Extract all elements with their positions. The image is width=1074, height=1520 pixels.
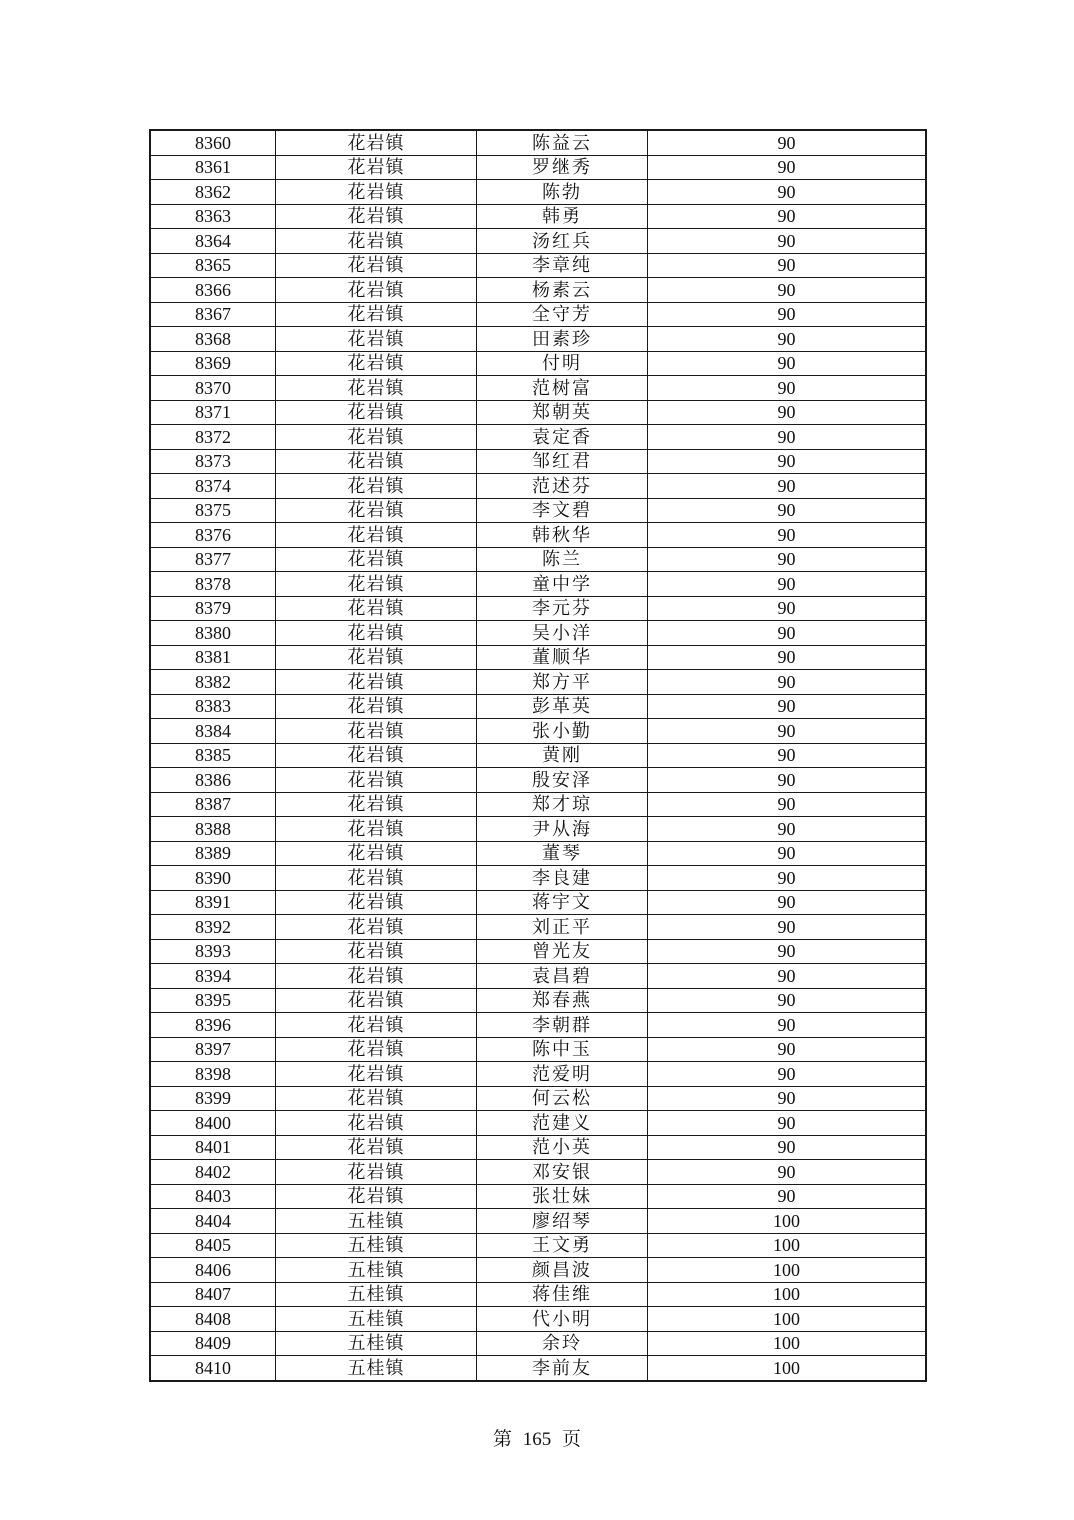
town-cell: 花岩镇 xyxy=(276,498,477,523)
row-number-cell: 8402 xyxy=(150,1160,276,1185)
amount-cell: 90 xyxy=(648,645,927,670)
table-row xyxy=(150,1282,926,1307)
table-row xyxy=(150,204,926,229)
amount-cell: 90 xyxy=(648,253,927,278)
person-name-cell: 袁昌碧 xyxy=(477,964,648,989)
row-number-cell: 8394 xyxy=(150,964,276,989)
row-number-cell: 8403 xyxy=(150,1184,276,1209)
amount-cell: 90 xyxy=(648,302,927,327)
row-number-cell: 8390 xyxy=(150,866,276,891)
table-row xyxy=(150,621,926,646)
row-number-cell: 8392 xyxy=(150,915,276,940)
person-name-cell: 曾光友 xyxy=(477,939,648,964)
person-name-cell: 董琴 xyxy=(477,841,648,866)
town-cell: 花岩镇 xyxy=(276,278,477,303)
amount-cell: 90 xyxy=(648,1062,927,1087)
row-number-cell: 8393 xyxy=(150,939,276,964)
amount-cell: 90 xyxy=(648,351,927,376)
table-row xyxy=(150,866,926,891)
person-name-cell: 刘正平 xyxy=(477,915,648,940)
town-cell: 花岩镇 xyxy=(276,229,477,254)
town-cell: 花岩镇 xyxy=(276,694,477,719)
person-name-cell: 蒋佳维 xyxy=(477,1282,648,1307)
row-number-cell: 8397 xyxy=(150,1037,276,1062)
row-number-cell: 8398 xyxy=(150,1062,276,1087)
table-row xyxy=(150,596,926,621)
amount-cell: 90 xyxy=(648,841,927,866)
table-row xyxy=(150,425,926,450)
person-name-cell: 李元芬 xyxy=(477,596,648,621)
amount-cell: 90 xyxy=(648,572,927,597)
table-row xyxy=(150,939,926,964)
person-name-cell: 殷安泽 xyxy=(477,768,648,793)
table-row xyxy=(150,1086,926,1111)
amount-cell: 90 xyxy=(648,719,927,744)
page-footer-suffix: 页 xyxy=(562,1429,582,1450)
table-row xyxy=(150,130,926,155)
person-name-cell: 田素珍 xyxy=(477,327,648,352)
page-footer-prefix: 第 xyxy=(492,1429,512,1450)
table-row xyxy=(150,1037,926,1062)
amount-cell: 90 xyxy=(648,915,927,940)
person-name-cell: 韩秋华 xyxy=(477,523,648,548)
table-row xyxy=(150,890,926,915)
town-cell: 花岩镇 xyxy=(276,792,477,817)
amount-cell: 90 xyxy=(648,621,927,646)
person-name-cell: 郑春燕 xyxy=(477,988,648,1013)
row-number-cell: 8367 xyxy=(150,302,276,327)
person-name-cell: 罗继秀 xyxy=(477,155,648,180)
row-number-cell: 8364 xyxy=(150,229,276,254)
table-row xyxy=(150,645,926,670)
table-row xyxy=(150,964,926,989)
row-number-cell: 8387 xyxy=(150,792,276,817)
town-cell: 花岩镇 xyxy=(276,1062,477,1087)
table-row xyxy=(150,743,926,768)
town-cell: 花岩镇 xyxy=(276,572,477,597)
person-name-cell: 李前友 xyxy=(477,1356,648,1381)
town-cell: 花岩镇 xyxy=(276,302,477,327)
row-number-cell: 8378 xyxy=(150,572,276,597)
town-cell: 花岩镇 xyxy=(276,547,477,572)
row-number-cell: 8408 xyxy=(150,1307,276,1332)
row-number-cell: 8407 xyxy=(150,1282,276,1307)
row-number-cell: 8395 xyxy=(150,988,276,1013)
person-name-cell: 韩勇 xyxy=(477,204,648,229)
town-cell: 花岩镇 xyxy=(276,768,477,793)
row-number-cell: 8401 xyxy=(150,1135,276,1160)
person-name-cell: 汤红兵 xyxy=(477,229,648,254)
person-name-cell: 范述芬 xyxy=(477,474,648,499)
amount-cell: 90 xyxy=(648,1013,927,1038)
person-name-cell: 邹红君 xyxy=(477,449,648,474)
person-name-cell: 全守芳 xyxy=(477,302,648,327)
town-cell: 花岩镇 xyxy=(276,351,477,376)
row-number-cell: 8399 xyxy=(150,1086,276,1111)
row-number-cell: 8362 xyxy=(150,180,276,205)
table-row xyxy=(150,1184,926,1209)
person-name-cell: 李文碧 xyxy=(477,498,648,523)
row-number-cell: 8366 xyxy=(150,278,276,303)
table-row xyxy=(150,792,926,817)
amount-cell: 90 xyxy=(648,1111,927,1136)
table-row xyxy=(150,1258,926,1283)
table-row xyxy=(150,155,926,180)
town-cell: 花岩镇 xyxy=(276,866,477,891)
amount-cell: 100 xyxy=(648,1209,927,1234)
table-row xyxy=(150,180,926,205)
row-number-cell: 8409 xyxy=(150,1331,276,1356)
amount-cell: 90 xyxy=(648,792,927,817)
table-row xyxy=(150,694,926,719)
amount-cell: 90 xyxy=(648,890,927,915)
person-name-cell: 范小英 xyxy=(477,1135,648,1160)
town-cell: 花岩镇 xyxy=(276,1135,477,1160)
amount-cell: 90 xyxy=(648,155,927,180)
roster-table-body xyxy=(150,130,926,1381)
table-row xyxy=(150,1013,926,1038)
row-number-cell: 8365 xyxy=(150,253,276,278)
table-row xyxy=(150,841,926,866)
amount-cell: 90 xyxy=(648,498,927,523)
amount-cell: 90 xyxy=(648,278,927,303)
town-cell: 花岩镇 xyxy=(276,841,477,866)
town-cell: 花岩镇 xyxy=(276,1111,477,1136)
row-number-cell: 8363 xyxy=(150,204,276,229)
table-row xyxy=(150,670,926,695)
row-number-cell: 8404 xyxy=(150,1209,276,1234)
table-row xyxy=(150,1135,926,1160)
row-number-cell: 8389 xyxy=(150,841,276,866)
row-number-cell: 8380 xyxy=(150,621,276,646)
row-number-cell: 8369 xyxy=(150,351,276,376)
amount-cell: 90 xyxy=(648,939,927,964)
town-cell: 花岩镇 xyxy=(276,817,477,842)
town-cell: 花岩镇 xyxy=(276,180,477,205)
row-number-cell: 8410 xyxy=(150,1356,276,1381)
amount-cell: 90 xyxy=(648,327,927,352)
person-name-cell: 陈中玉 xyxy=(477,1037,648,1062)
person-name-cell: 陈勃 xyxy=(477,180,648,205)
town-cell: 花岩镇 xyxy=(276,1184,477,1209)
person-name-cell: 袁定香 xyxy=(477,425,648,450)
amount-cell: 90 xyxy=(648,1086,927,1111)
town-cell: 花岩镇 xyxy=(276,474,477,499)
town-cell: 花岩镇 xyxy=(276,253,477,278)
row-number-cell: 8381 xyxy=(150,645,276,670)
town-cell: 五桂镇 xyxy=(276,1258,477,1283)
row-number-cell: 8371 xyxy=(150,400,276,425)
table-row xyxy=(150,474,926,499)
row-number-cell: 8385 xyxy=(150,743,276,768)
amount-cell: 100 xyxy=(648,1356,927,1381)
person-name-cell: 余玲 xyxy=(477,1331,648,1356)
person-name-cell: 邓安银 xyxy=(477,1160,648,1185)
person-name-cell: 郑才琼 xyxy=(477,792,648,817)
table-row xyxy=(150,376,926,401)
person-name-cell: 吴小洋 xyxy=(477,621,648,646)
person-name-cell: 李章纯 xyxy=(477,253,648,278)
amount-cell: 100 xyxy=(648,1307,927,1332)
person-name-cell: 范建义 xyxy=(477,1111,648,1136)
person-name-cell: 杨素云 xyxy=(477,278,648,303)
town-cell: 花岩镇 xyxy=(276,155,477,180)
town-cell: 花岩镇 xyxy=(276,204,477,229)
person-name-cell: 张壮妹 xyxy=(477,1184,648,1209)
row-number-cell: 8384 xyxy=(150,719,276,744)
person-name-cell: 付明 xyxy=(477,351,648,376)
row-number-cell: 8405 xyxy=(150,1233,276,1258)
amount-cell: 90 xyxy=(648,1184,927,1209)
town-cell: 五桂镇 xyxy=(276,1356,477,1381)
row-number-cell: 8370 xyxy=(150,376,276,401)
person-name-cell: 郑朝英 xyxy=(477,400,648,425)
amount-cell: 100 xyxy=(648,1331,927,1356)
amount-cell: 90 xyxy=(648,449,927,474)
row-number-cell: 8406 xyxy=(150,1258,276,1283)
page-footer xyxy=(0,1428,1074,1452)
table-row xyxy=(150,302,926,327)
amount-cell: 100 xyxy=(648,1233,927,1258)
person-name-cell: 李朝群 xyxy=(477,1013,648,1038)
town-cell: 五桂镇 xyxy=(276,1209,477,1234)
town-cell: 花岩镇 xyxy=(276,670,477,695)
amount-cell: 90 xyxy=(648,474,927,499)
amount-cell: 90 xyxy=(648,523,927,548)
amount-cell: 90 xyxy=(648,866,927,891)
amount-cell: 90 xyxy=(648,694,927,719)
town-cell: 花岩镇 xyxy=(276,890,477,915)
person-name-cell: 彭革英 xyxy=(477,694,648,719)
row-number-cell: 8373 xyxy=(150,449,276,474)
amount-cell: 90 xyxy=(648,425,927,450)
town-cell: 花岩镇 xyxy=(276,939,477,964)
town-cell: 花岩镇 xyxy=(276,1013,477,1038)
person-name-cell: 陈兰 xyxy=(477,547,648,572)
table-row xyxy=(150,817,926,842)
row-number-cell: 8368 xyxy=(150,327,276,352)
table-row xyxy=(150,229,926,254)
row-number-cell: 8361 xyxy=(150,155,276,180)
person-name-cell: 何云松 xyxy=(477,1086,648,1111)
town-cell: 花岩镇 xyxy=(276,988,477,1013)
table-row xyxy=(150,1233,926,1258)
person-name-cell: 蒋宇文 xyxy=(477,890,648,915)
amount-cell: 90 xyxy=(648,596,927,621)
row-number-cell: 8386 xyxy=(150,768,276,793)
row-number-cell: 8376 xyxy=(150,523,276,548)
row-number-cell: 8372 xyxy=(150,425,276,450)
row-number-cell: 8383 xyxy=(150,694,276,719)
town-cell: 花岩镇 xyxy=(276,743,477,768)
table-row xyxy=(150,1356,926,1381)
row-number-cell: 8400 xyxy=(150,1111,276,1136)
town-cell: 五桂镇 xyxy=(276,1307,477,1332)
person-name-cell: 董顺华 xyxy=(477,645,648,670)
row-number-cell: 8388 xyxy=(150,817,276,842)
table-row xyxy=(150,572,926,597)
town-cell: 花岩镇 xyxy=(276,915,477,940)
town-cell: 五桂镇 xyxy=(276,1282,477,1307)
row-number-cell: 8375 xyxy=(150,498,276,523)
town-cell: 花岩镇 xyxy=(276,645,477,670)
person-name-cell: 范树富 xyxy=(477,376,648,401)
town-cell: 花岩镇 xyxy=(276,327,477,352)
row-number-cell: 8377 xyxy=(150,547,276,572)
table-row xyxy=(150,915,926,940)
amount-cell: 90 xyxy=(648,964,927,989)
table-row xyxy=(150,253,926,278)
amount-cell: 90 xyxy=(648,180,927,205)
person-name-cell: 王文勇 xyxy=(477,1233,648,1258)
table-row xyxy=(150,1209,926,1234)
person-name-cell: 李良建 xyxy=(477,866,648,891)
town-cell: 花岩镇 xyxy=(276,1160,477,1185)
row-number-cell: 8382 xyxy=(150,670,276,695)
town-cell: 花岩镇 xyxy=(276,596,477,621)
town-cell: 花岩镇 xyxy=(276,1086,477,1111)
amount-cell: 90 xyxy=(648,130,927,155)
table-row xyxy=(150,1160,926,1185)
row-number-cell: 8374 xyxy=(150,474,276,499)
table-row xyxy=(150,1111,926,1136)
amount-cell: 100 xyxy=(648,1282,927,1307)
roster-table xyxy=(149,129,927,1382)
amount-cell: 90 xyxy=(648,1135,927,1160)
town-cell: 花岩镇 xyxy=(276,425,477,450)
town-cell: 花岩镇 xyxy=(276,449,477,474)
person-name-cell: 陈益云 xyxy=(477,130,648,155)
row-number-cell: 8379 xyxy=(150,596,276,621)
amount-cell: 90 xyxy=(648,768,927,793)
amount-cell: 90 xyxy=(648,817,927,842)
page-number: 165 xyxy=(522,1429,552,1450)
table-row xyxy=(150,351,926,376)
table-row xyxy=(150,988,926,1013)
amount-cell: 90 xyxy=(648,547,927,572)
table-row xyxy=(150,1331,926,1356)
person-name-cell: 郑方平 xyxy=(477,670,648,695)
table-row xyxy=(150,1062,926,1087)
table-row xyxy=(150,327,926,352)
amount-cell: 90 xyxy=(648,1037,927,1062)
person-name-cell: 张小勤 xyxy=(477,719,648,744)
person-name-cell: 童中学 xyxy=(477,572,648,597)
town-cell: 花岩镇 xyxy=(276,621,477,646)
person-name-cell: 范爱明 xyxy=(477,1062,648,1087)
amount-cell: 90 xyxy=(648,229,927,254)
person-name-cell: 尹从海 xyxy=(477,817,648,842)
table-row xyxy=(150,400,926,425)
person-name-cell: 黄刚 xyxy=(477,743,648,768)
town-cell: 花岩镇 xyxy=(276,130,477,155)
table-row xyxy=(150,278,926,303)
person-name-cell: 代小明 xyxy=(477,1307,648,1332)
amount-cell: 90 xyxy=(648,1160,927,1185)
town-cell: 花岩镇 xyxy=(276,964,477,989)
town-cell: 花岩镇 xyxy=(276,719,477,744)
amount-cell: 100 xyxy=(648,1258,927,1283)
amount-cell: 90 xyxy=(648,988,927,1013)
amount-cell: 90 xyxy=(648,376,927,401)
town-cell: 花岩镇 xyxy=(276,523,477,548)
row-number-cell: 8391 xyxy=(150,890,276,915)
table-row xyxy=(150,523,926,548)
person-name-cell: 廖绍琴 xyxy=(477,1209,648,1234)
table-row xyxy=(150,768,926,793)
table-row xyxy=(150,498,926,523)
town-cell: 花岩镇 xyxy=(276,400,477,425)
table-row xyxy=(150,1307,926,1332)
amount-cell: 90 xyxy=(648,204,927,229)
table-row xyxy=(150,449,926,474)
town-cell: 五桂镇 xyxy=(276,1233,477,1258)
amount-cell: 90 xyxy=(648,400,927,425)
town-cell: 五桂镇 xyxy=(276,1331,477,1356)
amount-cell: 90 xyxy=(648,670,927,695)
person-name-cell: 颜昌波 xyxy=(477,1258,648,1283)
table-row xyxy=(150,719,926,744)
table-row xyxy=(150,547,926,572)
town-cell: 花岩镇 xyxy=(276,376,477,401)
amount-cell: 90 xyxy=(648,743,927,768)
row-number-cell: 8396 xyxy=(150,1013,276,1038)
row-number-cell: 8360 xyxy=(150,130,276,155)
town-cell: 花岩镇 xyxy=(276,1037,477,1062)
